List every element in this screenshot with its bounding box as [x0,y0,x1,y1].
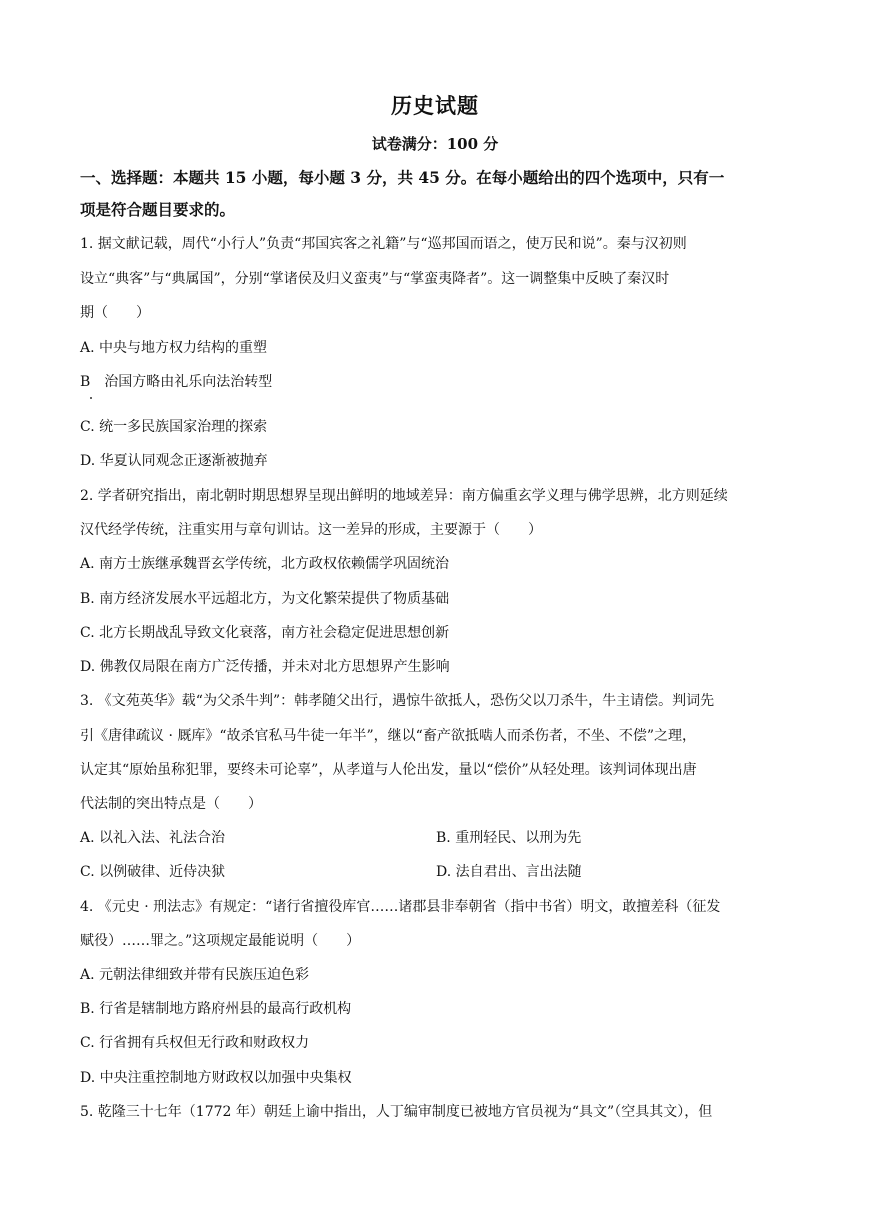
q3-stem-line-1: 3. 《文苑英华》载“为父杀牛判”：韩孝随父出行，遇惊牛欲抵人，恐伤父以刀杀牛，牛主请偿。判词先 [80,693,715,709]
q1-option-c: C. 统一多民族国家治理的探索 [80,419,268,435]
q3-stem-line-2: 引《唐律疏议 · 厩库》“故杀官私马牛徒一年半”，继以“畜产欲抵啮人而杀伤者，不坐、不偿”之理， [80,728,696,744]
q3-option-b: B. 重刑轻民、以刑为先 [436,830,582,846]
q3-stem-line-4: 代法制的突出特点是（ ） [80,796,262,812]
q4-option-a: A. 元朝法律细致并带有民族压迫色彩 [80,967,310,983]
full-score-note: 试卷满分：100 分 [371,135,499,153]
q4-stem-line-1: 4. 《元史 · 刑法志》有规定：“诸行省擅役库官……诸郡县非奉朝省（指中书省）明文，敢擅差科（征发 [80,899,721,915]
q3-stem-line-3: 认定其“原始虽称犯罪，要终未可论辜”，从孝道与人伦出发，量以“偿价”从轻处理。该判词体现出唐 [80,762,697,778]
stray-dot-mark [90,397,92,399]
q1-option-b: B 治国方略由礼乐向法治转型 [80,374,273,390]
q3-option-d: D. 法自君出、言出法随 [436,864,582,880]
q3-option-c: C. 以例破律、近侍决狱 [80,864,226,880]
q4-option-c: C. 行省拥有兵权但无行政和财政权力 [80,1035,310,1051]
q2-option-a: A. 南方士族继承魏晋玄学传统，北方政权依赖儒学巩固统治 [80,556,450,572]
q2-stem-line-1: 2. 学者研究指出，南北朝时期思想界呈现出鲜明的地域差异：南方偏重玄学义理与佛学思辨，北方则延续 [80,488,728,504]
q1-stem-line-1: 1. 据文献记载，周代“小行人”负责“邦国宾客之礼籍”与“巡邦国而语之，使万民和说”。秦与汉初则 [80,236,687,252]
q2-option-c: C. 北方长期战乱导致文化衰落，南方社会稳定促进思想创新 [80,625,450,641]
q2-option-d: D. 佛教仅局限在南方广泛传播，并未对北方思想界产生影响 [80,659,450,675]
q4-option-b: B. 行省是辖制地方路府州县的最高行政机构 [80,1001,352,1017]
q1-stem-line-3: 期（ ） [80,305,150,321]
section-heading-line-2: 项是符合题目要求的。 [80,200,236,219]
q1-option-d: D. 华夏认同观念正逐渐被抛弃 [80,453,268,469]
q5-stem-line-1: 5. 乾隆三十七年（1772 年）朝廷上谕中指出，人丁编审制度已被地方官员视为“具文”（空具其文），但 [80,1104,713,1120]
page-title: 历史试题 [391,93,479,118]
q2-option-b: B. 南方经济发展水平远超北方，为文化繁荣提供了物质基础 [80,591,450,607]
q2-stem-line-2: 汉代经学传统，注重实用与章句训诂。这一差异的形成，主要源于（ ） [80,522,542,538]
q4-stem-line-2: 赋役）……罪之。”这项规定最能说明（ ） [80,933,361,949]
section-heading-line-1: 一、选择题：本题共 15 小题，每小题 3 分，共 45 分。在每小题给出的四个选项中，只有一 [80,168,725,187]
section-heading [80,162,792,226]
q1-stem-line-2: 设立“典客”与“典属国”，分别“掌诸侯及归义蛮夷”与“掌蛮夷降者”。这一调整集中反映了秦汉时 [80,271,670,287]
q1-option-a: A. 中央与地方权力结构的重塑 [80,340,268,356]
q4-option-d: D. 中央注重控制地方财政权以加强中央集权 [80,1070,352,1086]
q3-option-a: A. 以礼入法、礼法合治 [80,830,226,846]
